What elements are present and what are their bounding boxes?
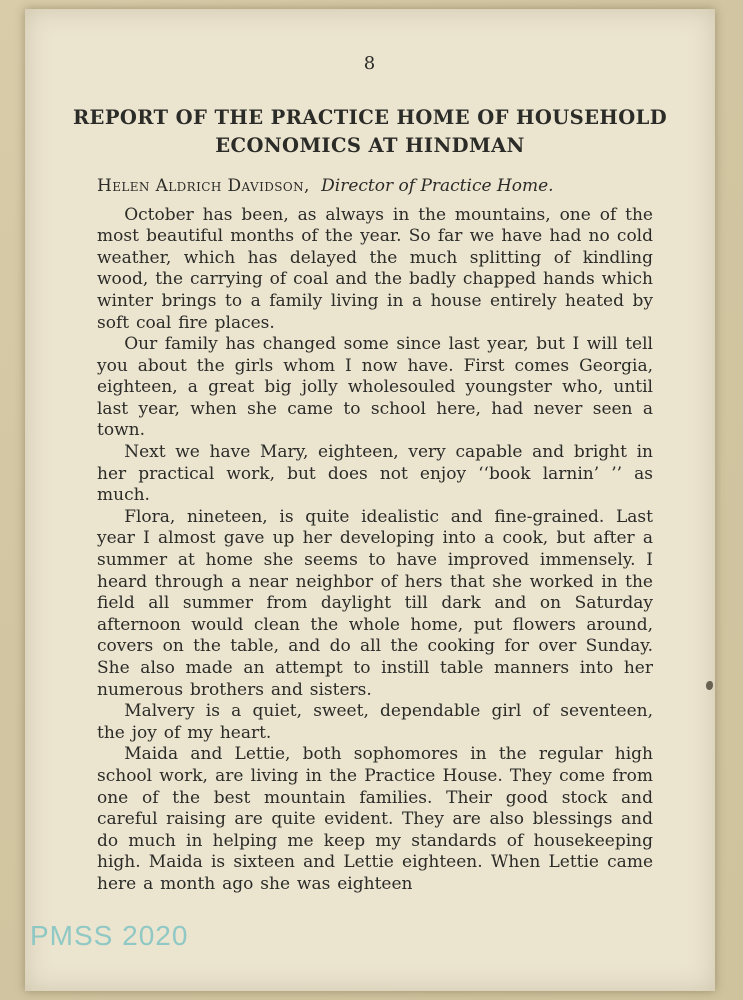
paragraph: Our family has changed some since last year, but I will tell you about the girls whom I now have. First comes Georgia, eighteen, a great big jolly wholesouled youngster who, until last year, when she came to school here, had never seen a town. (97, 334, 653, 441)
paragraph: Maida and Lettie, both sophomores in the regular high school work, are living in the Practice House. They come from one of the best mountain families. Their good stock and careful raising are quite evident. They are also blessings and do much in helping me keep my standards of housekeeping high. Maida is sixteen and Lettie eighteen. When Lettie came here a month ago she was eighteen (97, 744, 653, 894)
page-number: 8 (363, 53, 377, 74)
document-page (25, 9, 715, 991)
byline (97, 176, 653, 196)
byline-author: Helen Aldrich Davidson, (97, 175, 310, 196)
paragraph: Malvery is a quiet, sweet, dependable girl of seventeen, the joy of my heart. (97, 701, 653, 743)
title-line-1: REPORT OF THE PRACTICE HOME OF HOUSEHOLD (72, 106, 668, 129)
watermark: PMSS 2020 (30, 920, 189, 951)
document-body (97, 205, 653, 896)
scan-artifact (706, 681, 713, 690)
document-title (65, 104, 675, 161)
paragraph: October has been, as always in the mountains, one of the most beautiful months of the year. So far we have had no cold weather, which has delayed the much splitting of kindling wood, the carrying of coal and the badly chapped hands which winter brings to a family living in a house entirely heated by soft coal fire places. (97, 204, 653, 333)
paragraph: Flora, nineteen, is quite idealistic and fine-grained. Last year I almost gave up her developing into a cook, but after a summer at home she seems to have improved immensely. I heard through a near neighbor of hers that she worked in the field all summer from daylight till dark and on Saturday afternoon would clean the whole home, put flowers around, covers on the table, and do all the cooking for over Sunday. She also made an attempt to instill table manners into her numerous brothers and sisters. (97, 506, 653, 700)
paragraph: Next we have Mary, eighteen, very capable and bright in her practical work, but does not enjoy ‘‘book larnin’ ’’ as much. (97, 442, 653, 506)
title-line-2: ECONOMICS AT HINDMAN (215, 134, 525, 158)
byline-role: Director of Practice Home. (321, 175, 554, 196)
